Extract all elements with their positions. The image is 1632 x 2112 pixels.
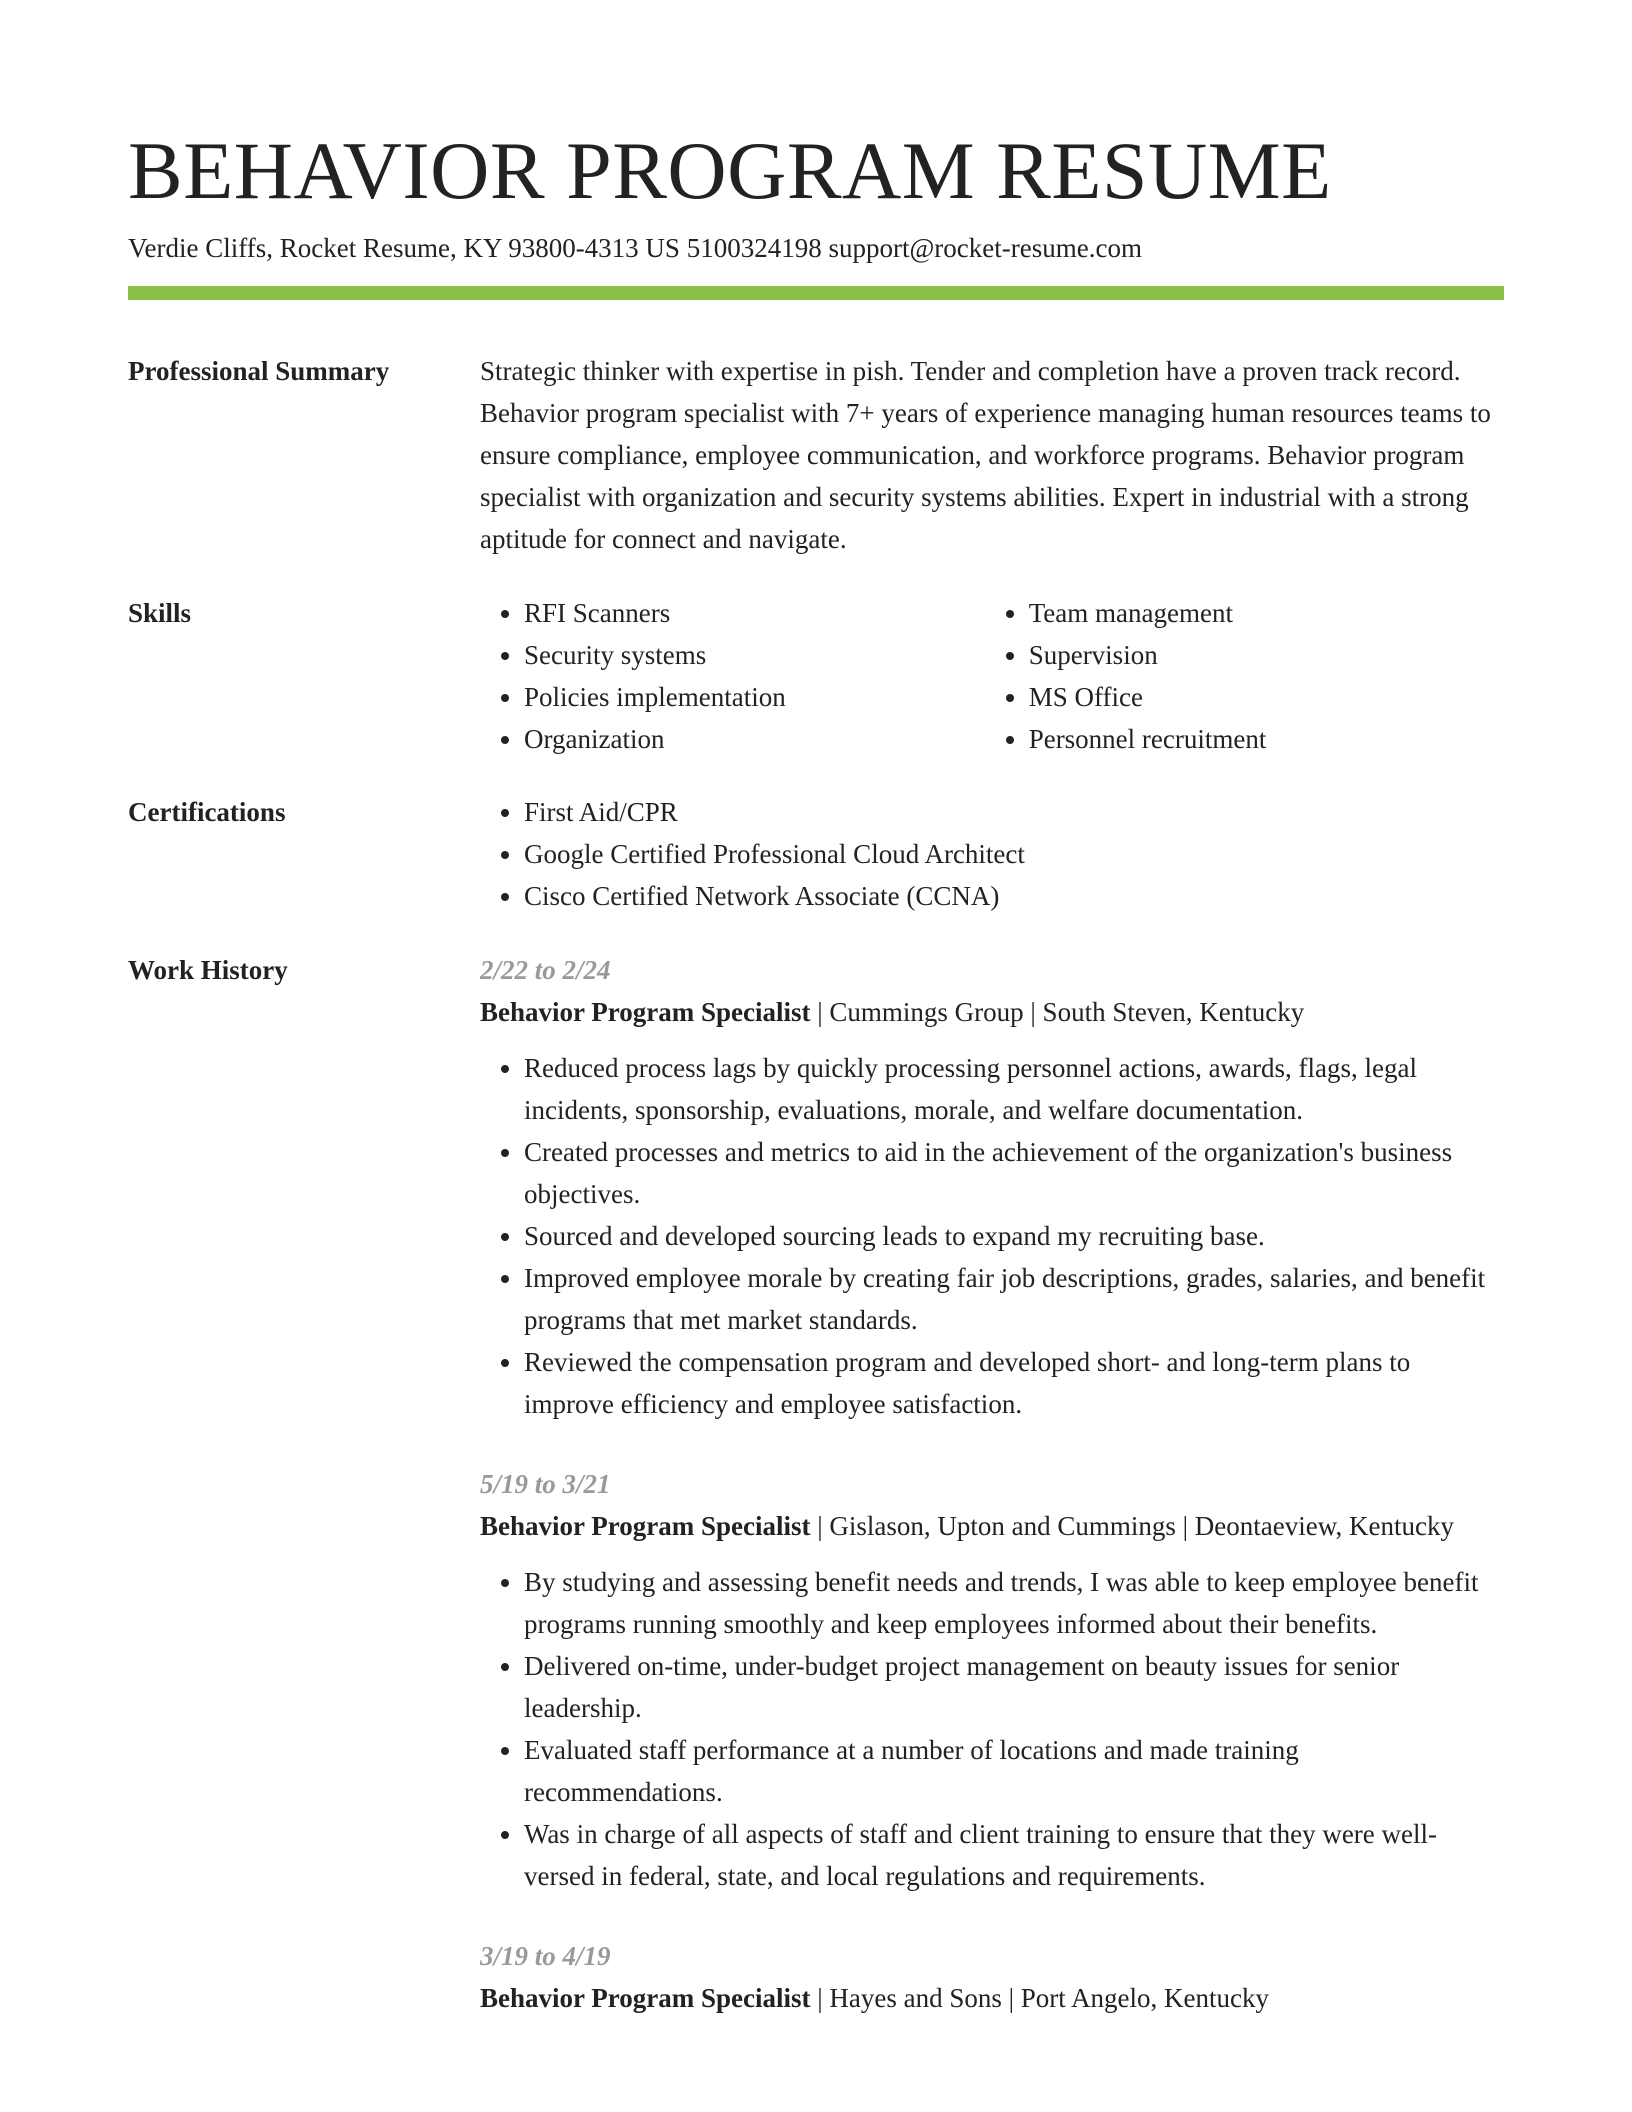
job-title: Behavior Program Specialist bbox=[480, 997, 811, 1027]
list-item: • Google Certified Professional Cloud Architect bbox=[524, 833, 1504, 875]
summary-text: Strategic thinker with expertise in pish. Tender and completion have a proven track record. Behavior program specialist with 7+ years of experience managing human resources teams to ensure compliance, employee communication, and workforce programs. Behavior program specialist with organization and security systems abilities. Expert in industrial with a strong aptitude for connect and navigate. bbox=[480, 356, 1491, 554]
contact-line: Verdie Cliffs, Rocket Resume, KY 93800-4313 US 5100324198 support@rocket-resume.com bbox=[128, 233, 1142, 263]
skills-section bbox=[128, 592, 1504, 760]
list-item: • Personnel recruitment bbox=[1029, 718, 1504, 760]
list-item: • Was in charge of all aspects of staff and client training to ensure that they were well-versed in federal, state, and local regulations and requirements. bbox=[524, 1813, 1504, 1897]
section-label: Skills bbox=[128, 598, 192, 628]
job-details: | Cummings Group | South Steven, Kentucky bbox=[810, 997, 1305, 1027]
resume-title: BEHAVIOR PROGRAM RESUME bbox=[128, 125, 1332, 216]
job-dates: 3/19 to 4/19 bbox=[480, 1941, 611, 1971]
certifications-list bbox=[480, 791, 1504, 917]
list-item: • Reduced process lags by quickly processing personnel actions, awards, flags, legal incidents, sponsorship, evaluations, morale, and welfare documentation. bbox=[524, 1047, 1504, 1131]
list-item: • Cisco Certified Network Associate (CCNA) bbox=[524, 875, 1504, 917]
job-bullets bbox=[480, 1561, 1504, 1897]
job-details: | Gislason, Upton and Cummings | Deontaeview, Kentucky bbox=[810, 1511, 1454, 1541]
list-item: • Team management bbox=[1029, 592, 1504, 634]
job-dates: 5/19 to 3/21 bbox=[480, 1469, 611, 1499]
summary-section bbox=[128, 350, 1504, 560]
list-item: • First Aid/CPR bbox=[524, 791, 1504, 833]
job-entry bbox=[480, 1463, 1504, 1897]
job-heading bbox=[480, 991, 1504, 1033]
list-item: • Supervision bbox=[1029, 634, 1504, 676]
resume-page bbox=[128, 0, 1504, 2019]
job-entry bbox=[480, 1935, 1504, 2019]
section-label: Professional Summary bbox=[128, 356, 390, 386]
job-dates: 2/22 to 2/24 bbox=[480, 955, 611, 985]
job-heading bbox=[480, 1505, 1504, 1547]
list-item: • Improved employee morale by creating fair job descriptions, grades, salaries, and benefit programs that met market standards. bbox=[524, 1257, 1504, 1341]
skills-list-right bbox=[985, 592, 1504, 760]
job-bullets bbox=[480, 1047, 1504, 1425]
certifications-section bbox=[128, 791, 1504, 917]
job-details: | Hayes and Sons | Port Angelo, Kentucky bbox=[810, 1983, 1269, 2013]
list-item: • Policies implementation bbox=[524, 676, 985, 718]
list-item: • MS Office bbox=[1029, 676, 1504, 718]
job-heading bbox=[480, 1977, 1504, 2019]
list-item: • Delivered on-time, under-budget project management on beauty issues for senior leadership. bbox=[524, 1645, 1504, 1729]
skills-list-left bbox=[480, 592, 985, 760]
list-item: • Security systems bbox=[524, 634, 985, 676]
list-item: • By studying and assessing benefit needs and trends, I was able to keep employee benefit programs running smoothly and keep employees informed about their benefits. bbox=[524, 1561, 1504, 1645]
accent-divider bbox=[128, 286, 1504, 300]
section-label: Certifications bbox=[128, 797, 286, 827]
job-entry bbox=[480, 949, 1504, 1425]
list-item: • Sourced and developed sourcing leads to expand my recruiting base. bbox=[524, 1215, 1504, 1257]
job-title: Behavior Program Specialist bbox=[480, 1511, 811, 1541]
list-item: • Created processes and metrics to aid in the achievement of the organization's business objectives. bbox=[524, 1131, 1504, 1215]
list-item: • Evaluated staff performance at a number of locations and made training recommendations. bbox=[524, 1729, 1504, 1813]
list-item: • Reviewed the compensation program and developed short- and long-term plans to improve efficiency and employee satisfaction. bbox=[524, 1341, 1504, 1425]
list-item: • RFI Scanners bbox=[524, 592, 985, 634]
section-label: Work History bbox=[128, 955, 288, 985]
work-history-section bbox=[128, 949, 1504, 2019]
list-item: • Organization bbox=[524, 718, 985, 760]
job-title: Behavior Program Specialist bbox=[480, 1983, 811, 2013]
